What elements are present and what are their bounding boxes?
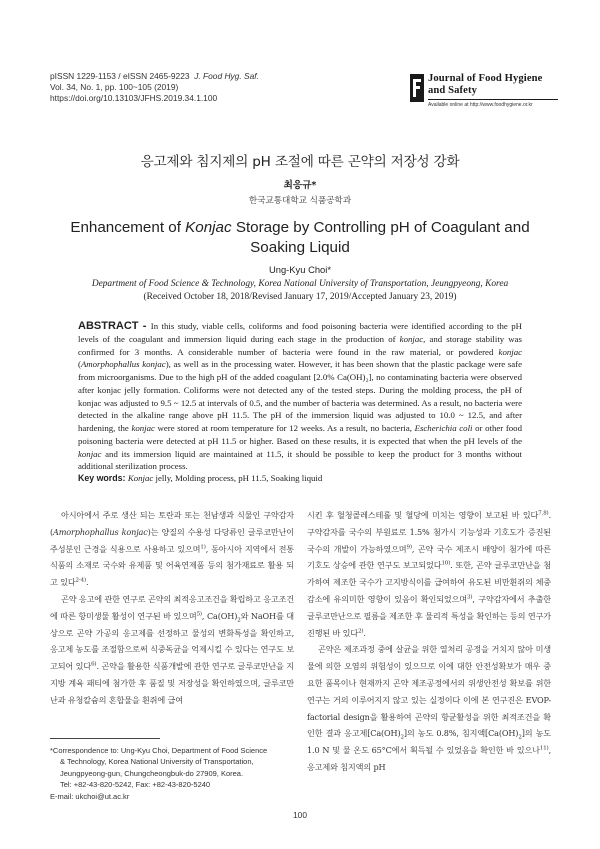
keywords-heading: Key words:	[78, 473, 128, 483]
abstract-text: ), as well as in the processing water. However, it has been shown that the plastic package were safe from microorganisms. Due to the high pH of the added coagulant [2.0% Ca(OH)₂], no contaminating bacteria were observed after konjac jelly formation. Coliforms were not detected any of the tested steps. During the molding process, the pH of konjac was adjusted to 9.5 ~ 12.5 at intervals of 0.5, and the number of bacteria was determined. As a result, no bacteria were detected in the alkaline range above pH 11.5. The pH of the immersion liquid was adjusted to 10.0 ~ 12.5, and after hardening, the	[78, 359, 522, 433]
issn-line	[50, 71, 259, 82]
abstract-italic: konjac	[399, 333, 424, 344]
footnote-rule	[50, 738, 160, 739]
abstract-heading: ABSTRACT -	[78, 320, 151, 332]
keywords-text: jelly, Molding process, pH 11.5, Soaking liquid	[153, 473, 323, 483]
subscript: 2	[518, 734, 522, 741]
citation: 2)	[358, 627, 364, 634]
keywords-italic: Konjac	[127, 473, 154, 483]
citation: 9)	[406, 543, 412, 550]
affiliation-en-text: Department of Food Science & Technology, Korea National University of Transportation, Jeungpyeong, Korea	[91, 279, 509, 289]
body-text: . 또한, 곤약 글루코만난을 첨가하여 제조한 국수가 고지방식이를 급여하여 유도된 비만흰쥐의 체중감소에 유의미한 영향이 있음이 확인되었으며	[307, 560, 551, 604]
volume-line: Vol. 34, No. 1, pp. 100~105 (2019)	[50, 82, 179, 93]
body-paragraph	[307, 641, 551, 775]
body-text: 아시아에서 주로 생산 되는 토란과 또는 천남생과 식물인 구약감자(	[50, 510, 294, 537]
author-english: Ung-Kyu Choi*	[268, 264, 331, 275]
body-paragraph	[307, 507, 551, 641]
body-text: .	[85, 577, 89, 588]
abstract-text: In this study, viable cells, coliforms and food poisoning bacteria were identified according to the pH levels of the coagulant and immersion liquid during each stage in the production of	[78, 321, 522, 344]
citation: 10)	[441, 560, 451, 567]
body-text: , 동아시아 지역에서 전통식품의 소재로 국수와 유제품 및 어육연제품 등의 첨가재료로 활용 되고 있다	[50, 543, 294, 588]
body-text: 곤약은 제조과정 중에 살균을 위한 열처리 공정을 거치지 않아 미생물에 의한 오염의 위험성이 있으므로 이에 대한 안전성확보가 매우 중요한 품목이나 현재까지 곤약 제조공정에서의 위생안전성 확보를 위한 연구는 거의 이루어지지 않고 있는 실정이다 이에 본 연구진은 EVOP-factorial design을 활용하여 곤약의 항균활성을 위한 최적조건을 확인한 결과 응고제[Ca(OH)	[307, 644, 551, 739]
logo-title-line1: Journal of Food Hygiene	[428, 73, 543, 84]
footnote-email: E-mail: ukchoi@ut.ac.kr	[50, 791, 130, 801]
abstract-text: were stored at room temperature for 12 weeks. As a result, no bacteria,	[154, 423, 415, 433]
logo-title	[428, 73, 542, 97]
abstract-italic: konjac	[131, 423, 155, 433]
citation: 3)	[467, 594, 473, 601]
body-text: 시킨 후 혈청콜레스테롤 및 혈당에 미치는 영향이 보고된 바 있다	[307, 510, 539, 520]
affiliation-english	[50, 278, 550, 303]
body-text: , Ca(OH)	[201, 610, 238, 621]
abstract-text: and its immersion liquid are maintained at 11.5, it should be possible to keep the product for 3 months without additional sterilization process.	[78, 448, 522, 472]
issn-text: pISSN 1229-1153 / eISSN 2465-9223	[50, 71, 190, 81]
body-text: 와 NaOH를 대상으로 곤약 가공의 응고제를 선정하고 물성의 변화특성을 확인하고, 응고제 농도를 조절함으로써 식중독균을 억제시킬 수 있다는 연구도 보고되어 있다	[50, 610, 294, 672]
journal-logo	[410, 71, 560, 113]
body-text: ]의 농도 1.0 N 및 물 온도 65°C에서 획득될 수 있었음을 확인한 바 있으나	[307, 728, 551, 756]
citation: 6)	[91, 661, 97, 668]
footnote-line: *Correspondence to: Ung-Kyu Choi, Department of Food Science	[50, 746, 268, 755]
abstract-italic: konjac	[498, 346, 522, 357]
body-text: . 곤약을 활용한 식품개발에 관한 연구로 글루코만난을 지지방 계육 패티에 첨가한 후 품질 및 저장성을 확인하였으며, 글루코만난과 유청칼슘의 혼합물을 흰쥐에 급여	[50, 661, 294, 705]
body-text: , 구약감자에서 추출한 글루코만난으로 필름을 제조한 후 물리적 특성을 확인하는 등의 연구가 진행된 바 있다	[307, 593, 551, 638]
affiliation-korean: 한국교통대학교 식품공학과	[248, 196, 352, 206]
logo-title-line2: and Safety	[428, 85, 477, 96]
body-text: ]의 농도 0.8%, 침지액[Ca(OH)	[403, 728, 519, 739]
journal-abbrev: J. Food Hyg. Saf.	[194, 71, 259, 81]
doi-line: https://doi.org/10.13103/JFHS.2019.34.1.100	[50, 93, 218, 104]
received-dates: (Received October 18, 2018/Revised January 17, 2019/Accepted January 23, 2019)	[143, 291, 457, 302]
abstract	[78, 320, 522, 473]
author-korean: 최응규*	[283, 180, 317, 191]
citation: 7,8)	[538, 510, 549, 517]
body-text: , 곤약 국수 제조시 배양이 첨가에 따른 기호도 상승에 관한 연구도 보고되었다	[307, 543, 551, 571]
body-column-left	[50, 507, 294, 709]
page-number: 100	[293, 810, 307, 820]
keywords	[78, 473, 522, 483]
title-en-italic: Konjac	[185, 219, 232, 236]
logo-url: Available online at http://www.foodhygiene.or.kr	[428, 102, 533, 108]
abstract-italic: Amorphophallus konjac	[80, 359, 166, 370]
body-paragraph	[50, 507, 294, 591]
title-english	[60, 218, 540, 258]
body-italic: Amorphophallus konjac	[53, 526, 148, 537]
body-column-right	[307, 507, 551, 776]
footnote-line: Jeungpyeong-gun, Chungcheongbuk-do 27909, Korea.	[60, 768, 244, 778]
title-en-part1: Enhancement of	[70, 219, 186, 236]
citation: 11)	[539, 745, 549, 752]
citation: 2-4)	[75, 577, 86, 584]
body-paragraph	[50, 591, 294, 709]
citation: 1)	[200, 543, 206, 550]
footnote-line: Tel: +82-43-820-5242, Fax: +82-43-820-5240	[60, 780, 211, 790]
subscript: 2	[237, 617, 241, 624]
abstract-italic: Escherichia coli	[414, 423, 473, 433]
title-en-part2: Storage by Controlling pH of Coagulant and Soaking Liquid	[231, 219, 530, 256]
footnote-line: & Technology, Korea National University of Transportation,	[60, 757, 254, 767]
correspondence-footnote	[50, 745, 300, 802]
logo-rule	[428, 99, 558, 100]
abstract-text: or other food poisoning bacteria were detected at pH 11.5 or higher. Based on these results, it is expected that when the pH levels of the	[78, 423, 522, 446]
body-text: )는 양질의 수용성 다당류인 글루코만난이 주성분인 근경을 식용으로 사용하고 있으며	[50, 526, 294, 554]
body-text: , 응고제와 침지액의 pH	[307, 745, 551, 772]
journal-logo-icon	[410, 74, 424, 102]
subscript: 2	[400, 734, 404, 741]
title-korean: 응고제와 침지제의 pH 조절에 따른 곤약의 저장성 강화	[140, 154, 460, 170]
abstract-text: (	[78, 359, 81, 370]
body-text: 곤약 응고에 관한 연구로 곤약의 최적응고조건을 확립하고 응고조건에 따른 항미생물 활성이 연구된 바 있으며	[50, 593, 294, 621]
abstract-text: , and storage stability was confirmed for 3 months. A considerable number of bacteria were found in the raw material, or powdered	[78, 333, 522, 357]
body-text: .	[363, 627, 366, 638]
journal-header	[50, 71, 259, 105]
citation: 5)	[196, 611, 202, 618]
abstract-italic: konjac	[78, 448, 102, 459]
body-text: . 구약감자를 국수의 부원료로 1.5% 첨가시 기능성과 기호도가 증진된 국수의 개발이 가능하였으며	[307, 510, 551, 554]
